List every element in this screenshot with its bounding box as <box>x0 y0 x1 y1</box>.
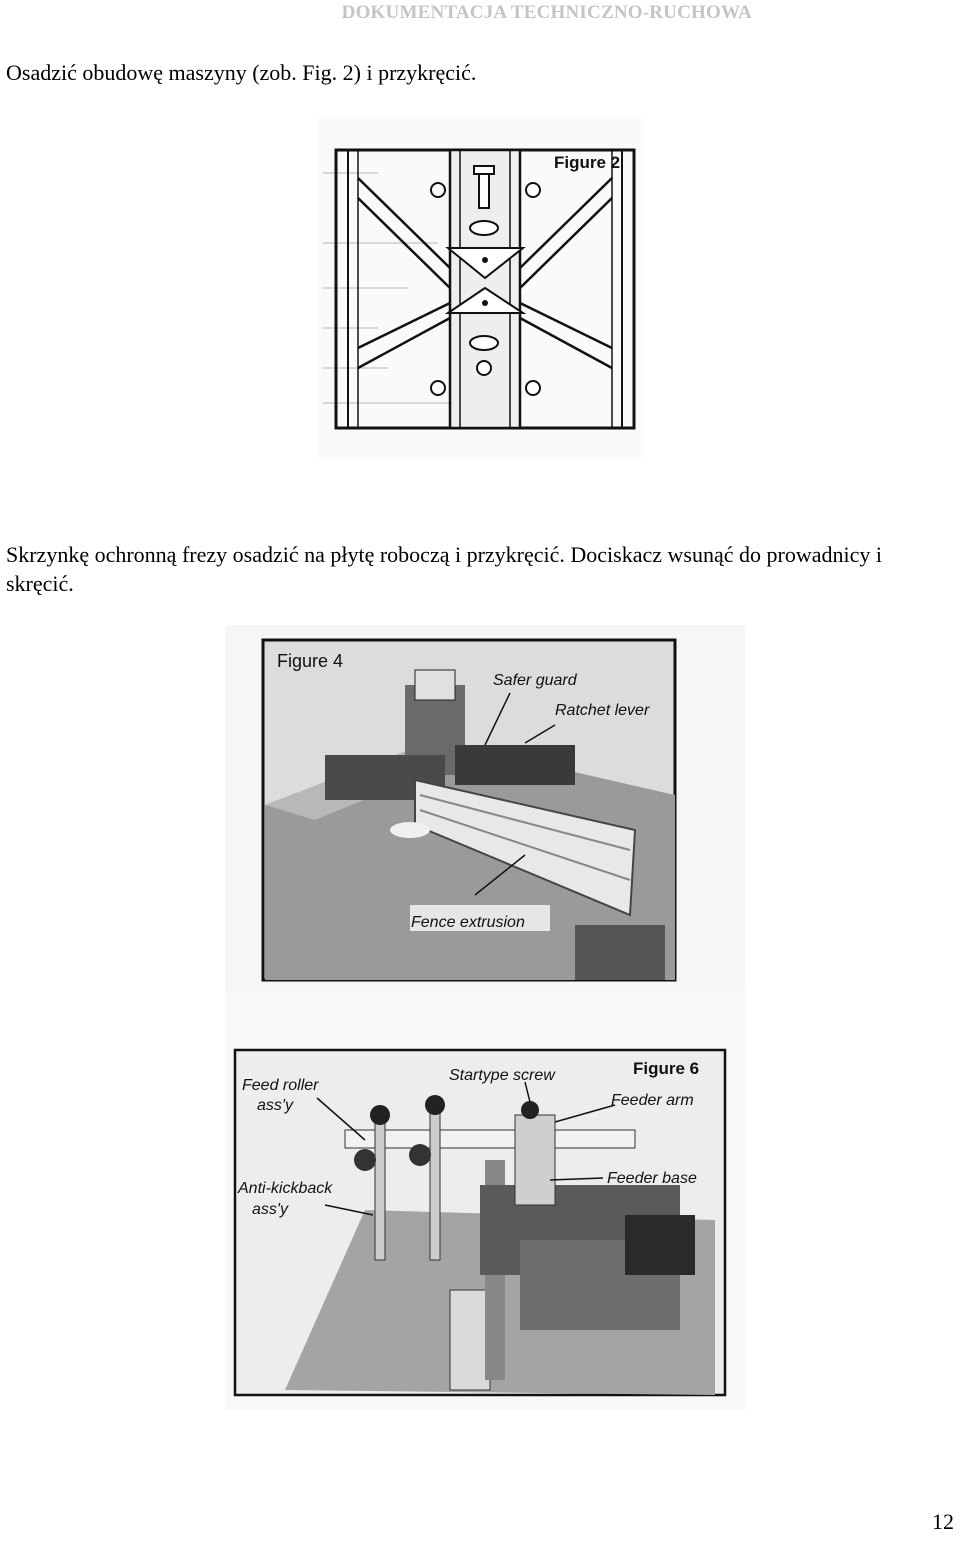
label-feed-roller-1: Feed roller <box>242 1077 319 1094</box>
document-header: DOKUMENTACJA TECHNICZNO-RUCHOWA <box>341 2 752 23</box>
label-fence-extrusion: Fence extrusion <box>411 914 525 931</box>
label-anti-kickback-2: ass'y <box>252 1201 288 1218</box>
figure-6-title: Figure 6 <box>633 1059 700 1078</box>
figure-6-image <box>225 990 745 1410</box>
label-feeder-base: Feeder base <box>607 1170 697 1187</box>
figure-4-title: Figure 4 <box>277 651 344 671</box>
figure-2-drawing <box>318 118 643 458</box>
instruction-paragraph-2: Skrzynkę ochronną frezy osadzić na płytę roboczą i przykręcić. Dociskacz wsunąć do prowadnicy i skręcić. <box>6 542 882 596</box>
figure-4-photo <box>225 625 745 995</box>
figure-2-title: Figure 2 <box>554 153 621 172</box>
label-anti-kickback-1: Anti-kickback <box>238 1180 333 1197</box>
label-ratchet-lever: Ratchet lever <box>555 702 650 719</box>
label-feed-roller-2: ass'y <box>257 1097 293 1114</box>
figure-6-photo <box>225 990 745 1410</box>
label-safer-guard: Safer guard <box>493 672 577 689</box>
label-startype-screw: Startype screw <box>449 1067 555 1084</box>
instruction-paragraph-1: Osadzić obudowę maszyny (zob. Fig. 2) i przykręcić. <box>6 60 477 85</box>
figure-4-image <box>225 625 745 995</box>
page-number: 12 <box>932 1509 954 1534</box>
label-feeder-arm: Feeder arm <box>611 1092 694 1109</box>
figure-2-image <box>318 118 643 458</box>
